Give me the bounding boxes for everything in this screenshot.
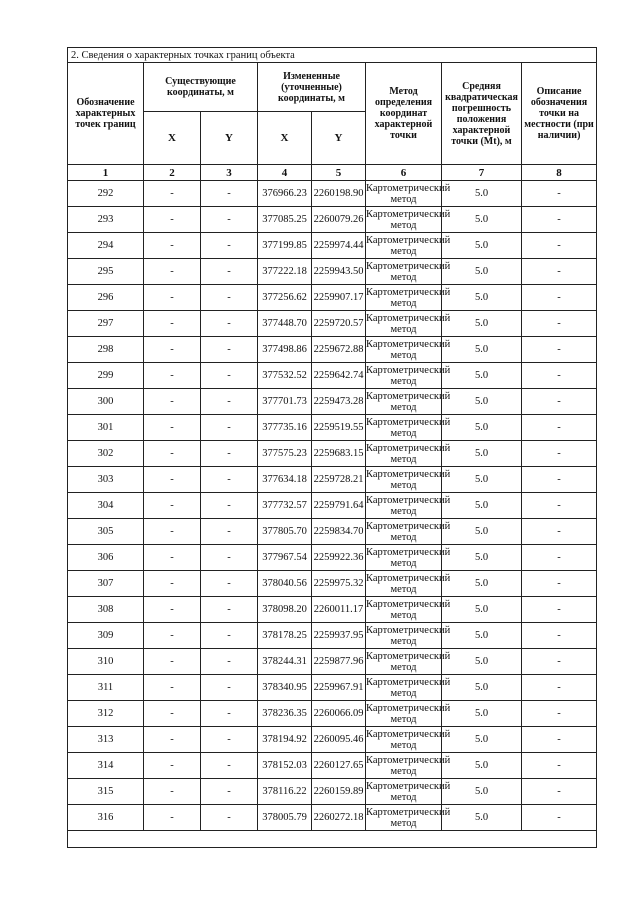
header-description: Описание обозначения точки на местности (при наличии) [522,63,597,165]
table-row [68,571,597,597]
existing-y: - [201,181,258,207]
header-error: Средняя квадратическая погрешность положения характерной точки (Mt), м [442,63,522,165]
existing-x: - [144,493,201,519]
existing-x: - [144,285,201,311]
changed-y: 2259907.17 [312,285,366,311]
description: - [522,441,597,467]
method: Картометрический метод [366,260,451,283]
changed-x: 378340.95 [258,675,312,701]
description: - [522,519,597,545]
changed-y: 2259943.50 [312,259,366,285]
changed-y: 2259922.36 [312,545,366,571]
table-row [68,779,597,805]
error-mt: 5.0 [442,701,522,727]
column-number: 7 [442,165,522,181]
table-row [68,597,597,623]
existing-y: - [201,467,258,493]
description: - [522,571,597,597]
error-mt: 5.0 [442,805,522,831]
method: Картометрический метод [366,390,451,413]
existing-x: - [144,415,201,441]
description: - [522,779,597,805]
description: - [522,311,597,337]
error-mt: 5.0 [442,467,522,493]
header-row [68,63,597,112]
method: Картометрический метод [366,286,451,309]
description: - [522,363,597,389]
point-number: 307 [68,571,144,597]
existing-x: - [144,467,201,493]
existing-y: - [201,415,258,441]
existing-x: - [144,545,201,571]
existing-x: - [144,753,201,779]
method: Картометрический метод [366,520,451,543]
table-row [68,233,597,259]
method: Картометрический метод [366,780,451,803]
existing-y: - [201,337,258,363]
table-row [68,545,597,571]
changed-x: 377701.73 [258,389,312,415]
changed-y: 2260159.89 [312,779,366,805]
method: Картометрический метод [366,468,451,491]
existing-x: - [144,597,201,623]
method: Картометрический метод [366,208,451,231]
point-number: 301 [68,415,144,441]
existing-y: - [201,649,258,675]
table-row [68,675,597,701]
changed-y: 2259519.55 [312,415,366,441]
method: Картометрический метод [366,338,451,361]
existing-x: - [144,259,201,285]
column-number-row [68,165,597,181]
changed-y: 2259877.96 [312,649,366,675]
table-row [68,493,597,519]
point-number: 316 [68,805,144,831]
column-number: 3 [201,165,258,181]
changed-x: 378178.25 [258,623,312,649]
existing-y: - [201,675,258,701]
point-number: 297 [68,311,144,337]
table-row [68,701,597,727]
column-number: 1 [68,165,144,181]
existing-y: - [201,571,258,597]
changed-y: 2259642.74 [312,363,366,389]
error-mt: 5.0 [442,493,522,519]
existing-y: - [201,389,258,415]
error-mt: 5.0 [442,779,522,805]
existing-x: - [144,623,201,649]
method: Картометрический метод [366,806,451,829]
boundary-points-table [67,47,597,848]
method: Картометрический метод [366,546,451,569]
column-number: 8 [522,165,597,181]
existing-x: - [144,389,201,415]
table-row [68,207,597,233]
existing-x: - [144,181,201,207]
existing-x: - [144,571,201,597]
changed-x: 376966.23 [258,181,312,207]
point-number: 300 [68,389,144,415]
table-row [68,181,597,207]
existing-x: - [144,675,201,701]
header-changed-coords: Измененные (уточненные) координаты, м [258,63,366,112]
method: Картометрический метод [366,676,451,699]
method: Картометрический метод [366,624,451,647]
error-mt: 5.0 [442,623,522,649]
error-mt: 5.0 [442,285,522,311]
changed-x: 378236.35 [258,701,312,727]
changed-x: 378244.31 [258,649,312,675]
point-number: 303 [68,467,144,493]
changed-y: 2259975.32 [312,571,366,597]
existing-x: - [144,805,201,831]
column-number: 2 [144,165,201,181]
point-number: 310 [68,649,144,675]
existing-x: - [144,779,201,805]
changed-x: 378098.20 [258,597,312,623]
error-mt: 5.0 [442,571,522,597]
table-row [68,753,597,779]
header-existing-coords: Существующие координаты, м [144,63,258,112]
existing-y: - [201,753,258,779]
existing-y: - [201,493,258,519]
point-number: 292 [68,181,144,207]
existing-y: - [201,623,258,649]
existing-x: - [144,649,201,675]
changed-x: 377532.52 [258,363,312,389]
description: - [522,805,597,831]
error-mt: 5.0 [442,337,522,363]
changed-y: 2259834.70 [312,519,366,545]
column-number: 5 [312,165,366,181]
changed-x: 377805.70 [258,519,312,545]
changed-x: 377448.70 [258,311,312,337]
error-mt: 5.0 [442,233,522,259]
description: - [522,389,597,415]
description: - [522,649,597,675]
table-footer [68,831,597,848]
table-row [68,285,597,311]
error-mt: 5.0 [442,363,522,389]
changed-x: 378005.79 [258,805,312,831]
header-existing-y: Y [201,112,258,165]
column-number: 4 [258,165,312,181]
method: Картометрический метод [366,572,451,595]
changed-y: 2260066.09 [312,701,366,727]
existing-y: - [201,597,258,623]
point-number: 302 [68,441,144,467]
existing-x: - [144,311,201,337]
description: - [522,545,597,571]
error-mt: 5.0 [442,675,522,701]
table-row [68,623,597,649]
table-row [68,363,597,389]
point-number: 309 [68,623,144,649]
existing-x: - [144,207,201,233]
changed-x: 377634.18 [258,467,312,493]
changed-x: 378116.22 [258,779,312,805]
existing-y: - [201,779,258,805]
point-number: 314 [68,753,144,779]
changed-y: 2259672.88 [312,337,366,363]
point-number: 304 [68,493,144,519]
changed-x: 377735.16 [258,415,312,441]
point-number: 298 [68,337,144,363]
existing-y: - [201,259,258,285]
description: - [522,753,597,779]
error-mt: 5.0 [442,389,522,415]
changed-x: 377222.18 [258,259,312,285]
changed-x: 378194.92 [258,727,312,753]
method: Картометрический метод [366,364,451,387]
changed-y: 2259791.64 [312,493,366,519]
existing-y: - [201,363,258,389]
method: Картометрический метод [366,182,451,205]
table-footer-row [68,831,597,848]
header-existing-x: X [144,112,201,165]
point-number: 315 [68,779,144,805]
section-title-row [68,48,597,63]
changed-y: 2259937.95 [312,623,366,649]
existing-y: - [201,701,258,727]
error-mt: 5.0 [442,259,522,285]
existing-y: - [201,519,258,545]
table-row [68,467,597,493]
table-row [68,259,597,285]
description: - [522,181,597,207]
point-number: 308 [68,597,144,623]
changed-y: 2260198.90 [312,181,366,207]
section-title: 2. Сведения о характерных точках границ объекта [68,48,597,63]
method: Картометрический метод [366,234,451,257]
error-mt: 5.0 [442,545,522,571]
existing-y: - [201,805,258,831]
description: - [522,623,597,649]
changed-y: 2259974.44 [312,233,366,259]
changed-y: 2260095.46 [312,727,366,753]
point-number: 299 [68,363,144,389]
method: Картометрический метод [366,650,451,673]
header-point-designation: Обозначение характерных точек границ [68,63,144,165]
description: - [522,259,597,285]
table-row [68,415,597,441]
error-mt: 5.0 [442,415,522,441]
existing-x: - [144,337,201,363]
column-number: 6 [366,165,442,181]
changed-x: 377256.62 [258,285,312,311]
changed-x: 377199.85 [258,233,312,259]
table-row [68,649,597,675]
table-row [68,389,597,415]
description: - [522,415,597,441]
table-row [68,311,597,337]
existing-x: - [144,727,201,753]
method: Картометрический метод [366,728,451,751]
changed-x: 377575.23 [258,441,312,467]
changed-y: 2259683.15 [312,441,366,467]
point-number: 293 [68,207,144,233]
method: Картометрический метод [366,312,451,335]
point-number: 294 [68,233,144,259]
existing-y: - [201,285,258,311]
point-number: 313 [68,727,144,753]
changed-x: 377085.25 [258,207,312,233]
description: - [522,701,597,727]
point-number: 305 [68,519,144,545]
existing-y: - [201,233,258,259]
existing-y: - [201,545,258,571]
method: Картометрический метод [366,442,451,465]
error-mt: 5.0 [442,311,522,337]
table-body [68,181,597,831]
table-row [68,337,597,363]
point-number: 306 [68,545,144,571]
description: - [522,675,597,701]
error-mt: 5.0 [442,181,522,207]
description: - [522,285,597,311]
method: Картометрический метод [366,598,451,621]
changed-x: 377498.86 [258,337,312,363]
error-mt: 5.0 [442,727,522,753]
existing-x: - [144,441,201,467]
error-mt: 5.0 [442,207,522,233]
table-row [68,519,597,545]
error-mt: 5.0 [442,649,522,675]
description: - [522,727,597,753]
description: - [522,207,597,233]
header-changed-x: X [258,112,312,165]
changed-y: 2259728.21 [312,467,366,493]
existing-x: - [144,519,201,545]
error-mt: 5.0 [442,519,522,545]
table-row [68,805,597,831]
existing-y: - [201,727,258,753]
description: - [522,233,597,259]
description: - [522,337,597,363]
description: - [522,493,597,519]
changed-y: 2259473.28 [312,389,366,415]
changed-y: 2259720.57 [312,311,366,337]
changed-y: 2259967.91 [312,675,366,701]
existing-y: - [201,207,258,233]
changed-x: 377967.54 [258,545,312,571]
error-mt: 5.0 [442,441,522,467]
existing-y: - [201,311,258,337]
existing-x: - [144,363,201,389]
description: - [522,597,597,623]
changed-y: 2260272.18 [312,805,366,831]
existing-x: - [144,233,201,259]
changed-x: 378152.03 [258,753,312,779]
header-method: Метод определения координат характерной точки [366,63,442,165]
changed-x: 377732.57 [258,493,312,519]
method: Картометрический метод [366,416,451,439]
error-mt: 5.0 [442,753,522,779]
table-row [68,727,597,753]
method: Картометрический метод [366,702,451,725]
error-mt: 5.0 [442,597,522,623]
point-number: 312 [68,701,144,727]
table-row [68,441,597,467]
changed-y: 2260079.26 [312,207,366,233]
existing-y: - [201,441,258,467]
changed-x: 378040.56 [258,571,312,597]
point-number: 295 [68,259,144,285]
method: Картометрический метод [366,754,451,777]
existing-x: - [144,701,201,727]
changed-y: 2260127.65 [312,753,366,779]
changed-y: 2260011.17 [312,597,366,623]
point-number: 311 [68,675,144,701]
point-number: 296 [68,285,144,311]
method: Картометрический метод [366,494,451,517]
description: - [522,467,597,493]
header-changed-y: Y [312,112,366,165]
